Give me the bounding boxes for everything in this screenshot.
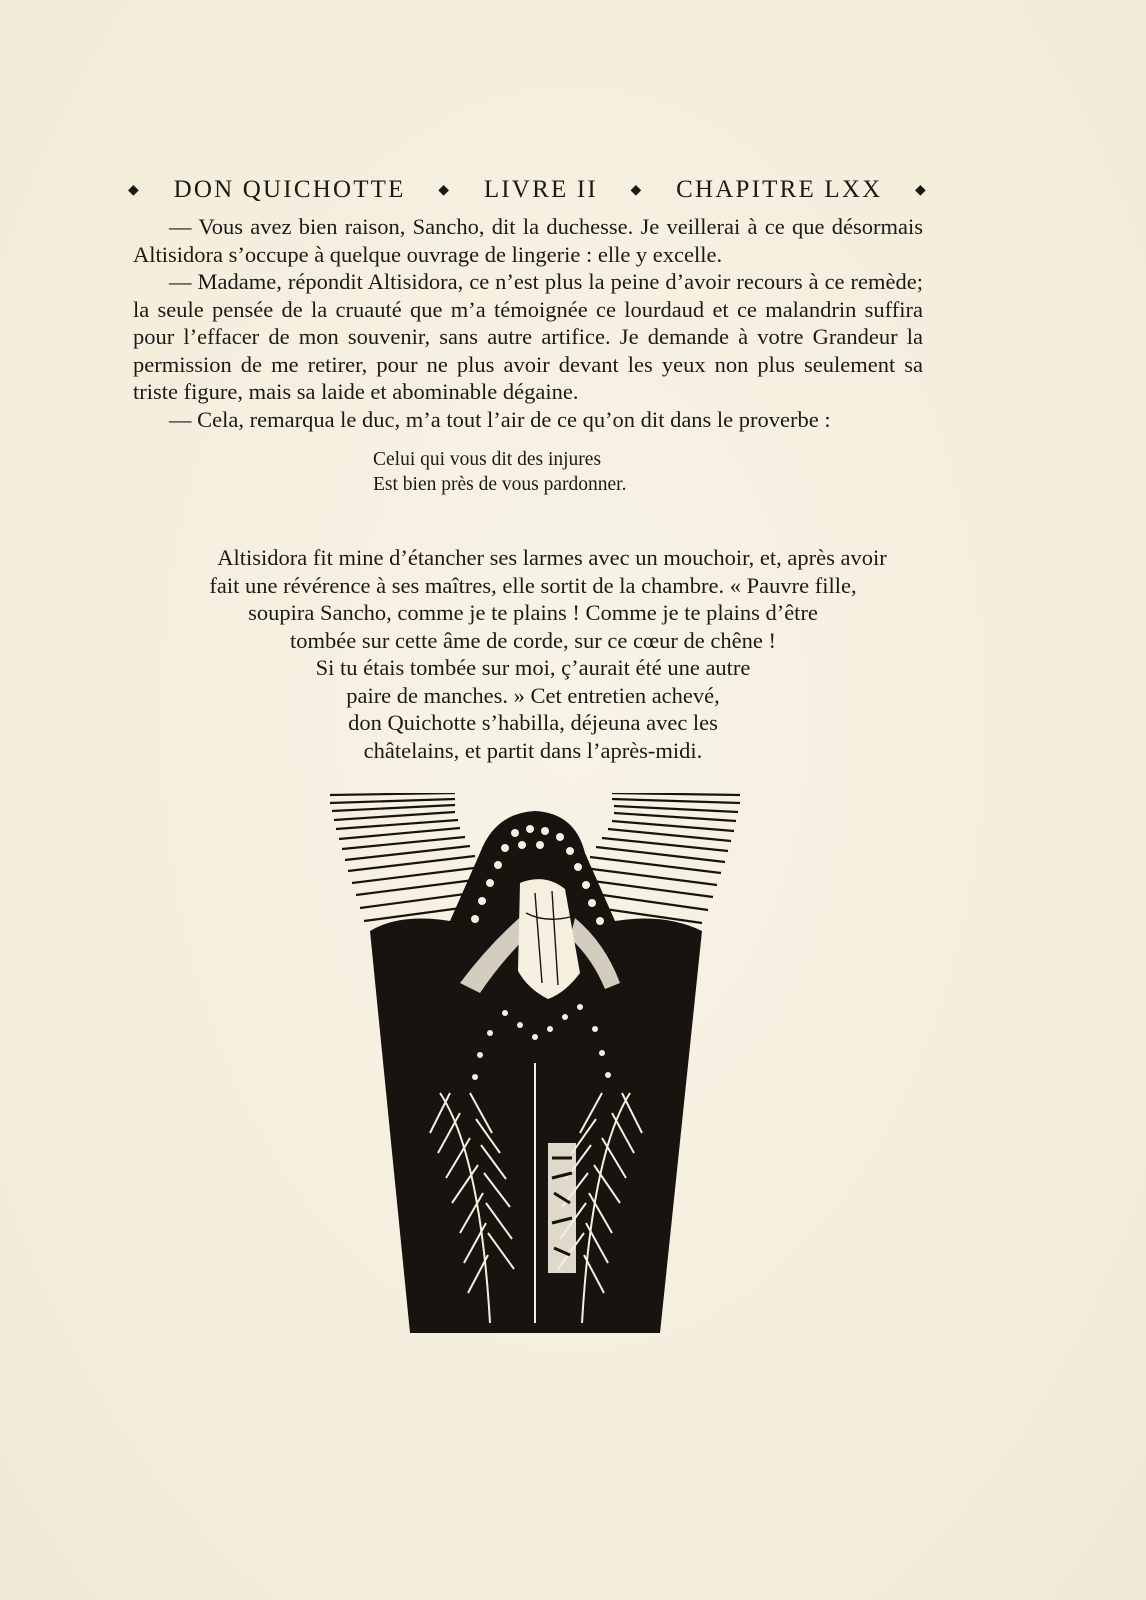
verse-line: Est bien près de vous pardonner. — [373, 474, 627, 495]
running-header — [128, 176, 928, 204]
header-title: DON QUICHOTTE — [173, 176, 406, 203]
closing-line: Si tu étais tombée sur moi, ç’aurait été une autre — [315, 655, 751, 680]
woodcut-illustration — [330, 793, 742, 1333]
verse-line: Celui qui vous dit des injures — [373, 449, 602, 470]
closing-line: paire de manches. » Cet entretien achevé, — [346, 682, 720, 708]
closing-line: don Quichotte s’habilla, déjeuna avec les — [348, 710, 718, 735]
paragraph-duke: — Cela, remarqua le duc, m’a tout l’air de ce qu’on dit dans le proverbe : — [169, 406, 831, 432]
proverb-verse — [373, 447, 923, 497]
paragraph-altisidora: — Madame, répondit Altisidora, ce n’est plus la peine d’avoir recours à ce remède; la seule pensée de la cruauté que m’a témoignée ce lourdaud et ce malandrin suffira pour l’effacer de mon souvenir, sans autre artifice. Je demande à votre Grandeur la permission de me retirer, pour ne plus avoir devant les yeux non plus seulement sa triste figure, mais sa laide et abominable dégaine. — [133, 269, 923, 404]
closing-line: soupira Sancho, comme je te plains ! Comme je te plains d’être — [248, 600, 818, 625]
closing-line: châtelains, et partit dans l’après-midi. — [363, 737, 703, 763]
diamond-ornament-icon: ◆ — [630, 182, 644, 198]
header-chapter: CHAPITRE LXX — [676, 176, 883, 203]
closing-line: Altisidora fit mine d’étancher ses larmes avec un mouchoir, et, après avoir — [217, 545, 887, 570]
closing-line: fait une révérence à ses maîtres, elle sortit de la chambre. « Pauvre fille, — [209, 572, 857, 598]
diamond-ornament-icon: ◆ — [438, 182, 452, 198]
closing-paragraph — [133, 544, 933, 764]
paragraph-duchess: — Vous avez bien raison, Sancho, dit la duchesse. Je veillerai à ce que désormais Altisidora s’occupe à quelque ouvrage de lingerie : elle y excelle. — [133, 214, 923, 267]
header-book: LIVRE II — [483, 176, 598, 203]
closing-line: tombée sur cette âme de corde, sur ce cœur de chêne ! — [289, 627, 776, 653]
body-text — [133, 213, 923, 515]
diamond-ornament-icon: ◆ — [914, 182, 928, 198]
diamond-ornament-icon: ◆ — [128, 182, 141, 198]
